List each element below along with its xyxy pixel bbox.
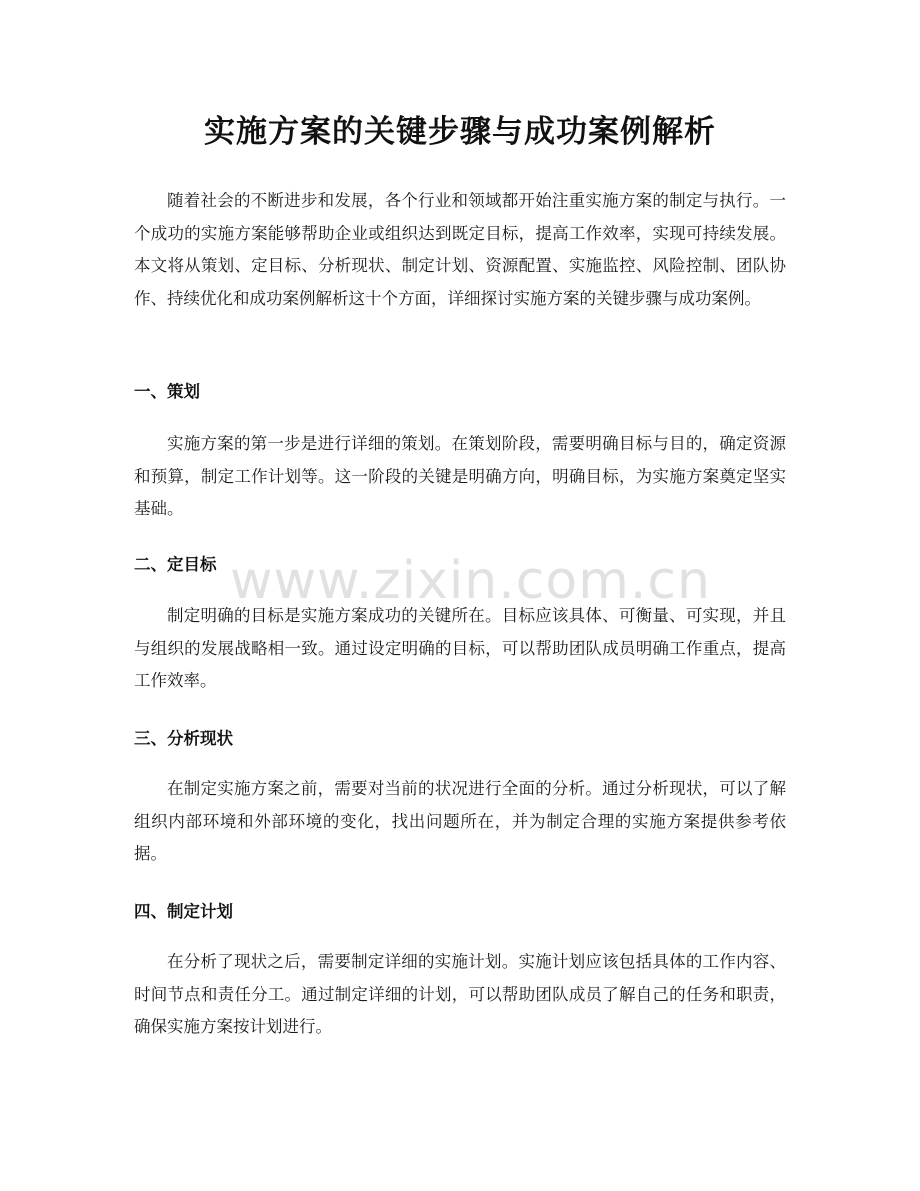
section-body-1: 实施方案的第一步是进行详细的策划。在策划阶段，需要明确目标与目的，确定资源和预算，制定工作计划等。这一阶段的关键是明确方向，明确目标，为实施方案奠定坚实基础。 [134,434,786,518]
section-heading-1: 一、策划 [134,382,200,401]
section-heading-4: 四、制定计划 [134,902,233,921]
intro-paragraph: 随着社会的不断进步和发展，各个行业和领域都开始注重实施方案的制定与执行。一个成功的实施方案能够帮助企业或组织达到既定目标，提高工作效率，实现可持续发展。本文将从策划、定目标、分析现状、制定计划、资源配置、实施监控、风险控制、团队协作、持续优化和成功案例解析这十个方面，详细探讨实施方案的关键步骤与成功案例。 [134,191,786,308]
section-body-2: 制定明确的目标是实施方案成功的关键所在。目标应该具体、可衡量、可实现，并且与组织的发展战略相一致。通过设定明确的目标，可以帮助团队成员明确工作重点，提高工作效率。 [134,606,786,690]
section-heading-2: 二、定目标 [134,555,217,574]
section-heading-3: 三、分析现状 [134,729,233,748]
watermark-text: www.zixin.com.cn [230,551,711,611]
section-body-3: 在制定实施方案之前，需要对当前的状况进行全面的分析。通过分析现状，可以了解组织内部环境和外部环境的变化，找出问题所在，并为制定合理的实施方案提供参考依据。 [134,779,786,863]
page-title: 实施方案的关键步骤与成功案例解析 [204,114,716,150]
section-body-4: 在分析了现状之后，需要制定详细的实施计划。实施计划应该包括具体的工作内容、时间节点和责任分工。通过制定详细的计划，可以帮助团队成员了解自己的任务和职责，确保实施方案按计划进行。 [134,952,786,1036]
